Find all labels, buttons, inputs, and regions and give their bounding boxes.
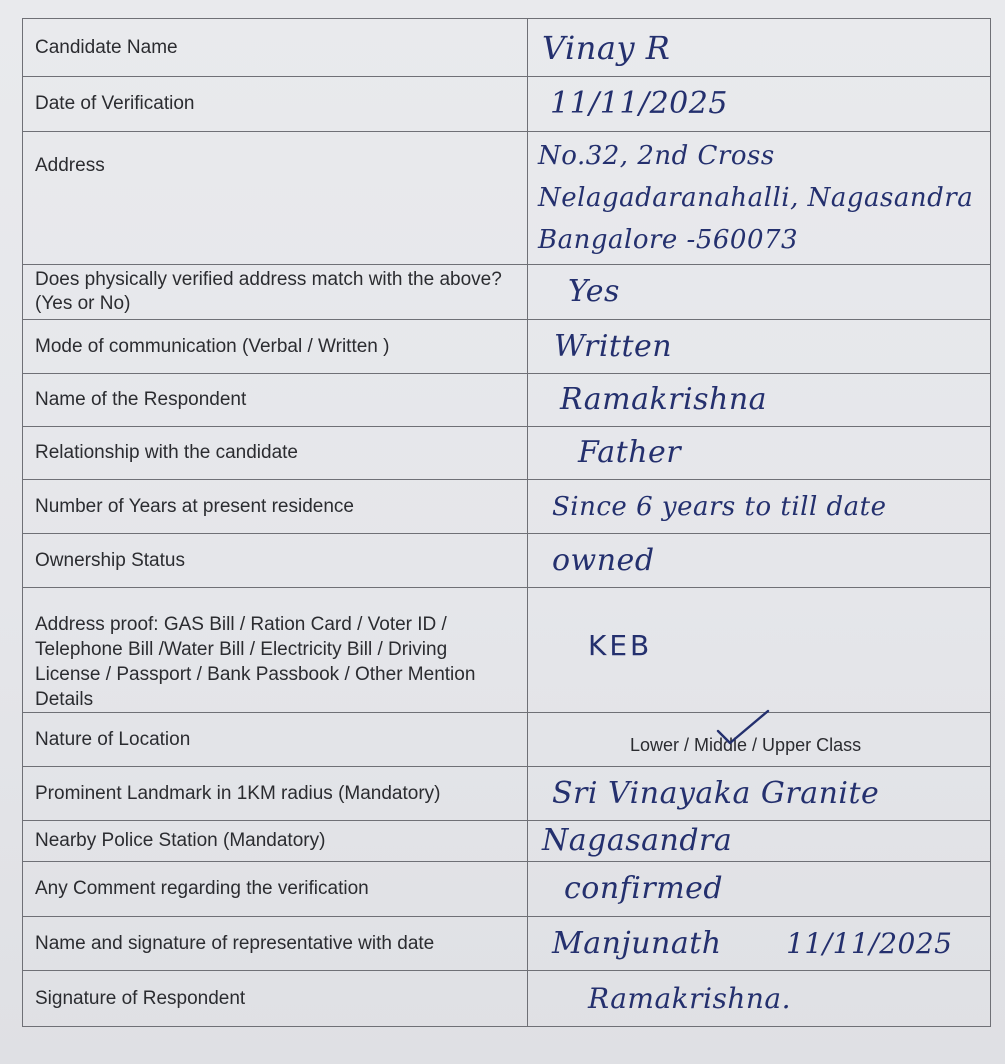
years-residence-label: Number of Years at present residence xyxy=(23,480,528,534)
address-cell xyxy=(528,132,991,265)
form-row xyxy=(23,132,991,265)
candidate-name-cell xyxy=(528,19,991,77)
representative-date: 11/11/2025 xyxy=(786,926,953,960)
police-station-label: Nearby Police Station (Mandatory) xyxy=(23,821,528,862)
relationship-label: Relationship with the candidate xyxy=(23,427,528,480)
years-residence-cell xyxy=(528,480,991,534)
address-proof-cell xyxy=(528,588,991,713)
representative-cell xyxy=(528,917,991,971)
form-row xyxy=(23,917,991,971)
representative-label: Name and signature of representative with date xyxy=(23,917,528,971)
verification-date-value: 11/11/2025 xyxy=(550,86,728,121)
verification-form-table xyxy=(22,18,991,1027)
form-row xyxy=(23,77,991,132)
address-line-3: Bangalore -560073 xyxy=(538,225,799,255)
address-match-cell xyxy=(528,265,991,320)
landmark-cell xyxy=(528,767,991,821)
respondent-name-cell xyxy=(528,374,991,427)
address-proof-label: Address proof: GAS Bill / Ration Card / Voter ID / Telephone Bill /Water Bill / Electricity Bill / Driving License / Passport / Bank Passbook / Other Mention Details xyxy=(23,588,528,713)
form-row xyxy=(23,971,991,1027)
landmark-label: Prominent Landmark in 1KM radius (Mandatory) xyxy=(23,767,528,821)
candidate-name-label: Candidate Name xyxy=(23,19,528,77)
address-line-1: No.32, 2nd Cross xyxy=(538,141,775,171)
checkmark-icon xyxy=(714,709,774,749)
comment-cell xyxy=(528,862,991,917)
location-nature-label: Nature of Location xyxy=(23,713,528,767)
address-match-label: Does physically verified address match with the above?(Yes or No) xyxy=(23,265,528,320)
verification-date-label: Date of Verification xyxy=(23,77,528,132)
respondent-name-label: Name of the Respondent xyxy=(23,374,528,427)
location-nature-cell xyxy=(528,713,991,767)
form-row xyxy=(23,713,991,767)
ownership-status-cell xyxy=(528,534,991,588)
candidate-name-value: Vinay R xyxy=(542,28,671,67)
ownership-status-value: owned xyxy=(552,542,655,578)
comment-value: confirmed xyxy=(564,871,724,906)
ownership-status-label: Ownership Status xyxy=(23,534,528,588)
respondent-signature-label: Signature of Respondent xyxy=(23,971,528,1027)
form-row xyxy=(23,427,991,480)
comment-label: Any Comment regarding the verification xyxy=(23,862,528,917)
form-row xyxy=(23,862,991,917)
representative-signature: Manjunath xyxy=(552,925,722,961)
address-proof-value: KEB xyxy=(588,629,653,662)
police-station-cell xyxy=(528,821,991,862)
respondent-name-value: Ramakrishna xyxy=(560,382,768,417)
communication-mode-value: Written xyxy=(554,328,673,364)
police-station-value: Nagasandra xyxy=(542,823,733,858)
form-row xyxy=(23,320,991,374)
address-label: Address xyxy=(23,132,528,265)
form-row xyxy=(23,19,991,77)
location-class-options: Lower / Middle / Upper Class xyxy=(630,735,862,755)
address-line-2: Nelagadaranahalli, Nagasandra xyxy=(538,183,974,213)
form-row xyxy=(23,374,991,427)
relationship-cell xyxy=(528,427,991,480)
form-row xyxy=(23,767,991,821)
form-row xyxy=(23,534,991,588)
form-row xyxy=(23,821,991,862)
respondent-signature-cell xyxy=(528,971,991,1027)
relationship-value: Father xyxy=(578,435,682,470)
communication-mode-cell xyxy=(528,320,991,374)
form-row xyxy=(23,265,991,320)
form-row xyxy=(23,480,991,534)
years-residence-value: Since 6 years to till date xyxy=(552,491,887,522)
communication-mode-label: Mode of communication (Verbal / Written ) xyxy=(23,320,528,374)
verification-date-cell xyxy=(528,77,991,132)
form-row xyxy=(23,588,991,713)
address-match-value: Yes xyxy=(568,274,620,309)
respondent-signature: Ramakrishna. xyxy=(588,981,791,1015)
landmark-value: Sri Vinayaka Granite xyxy=(552,775,880,811)
address-value xyxy=(538,135,973,261)
